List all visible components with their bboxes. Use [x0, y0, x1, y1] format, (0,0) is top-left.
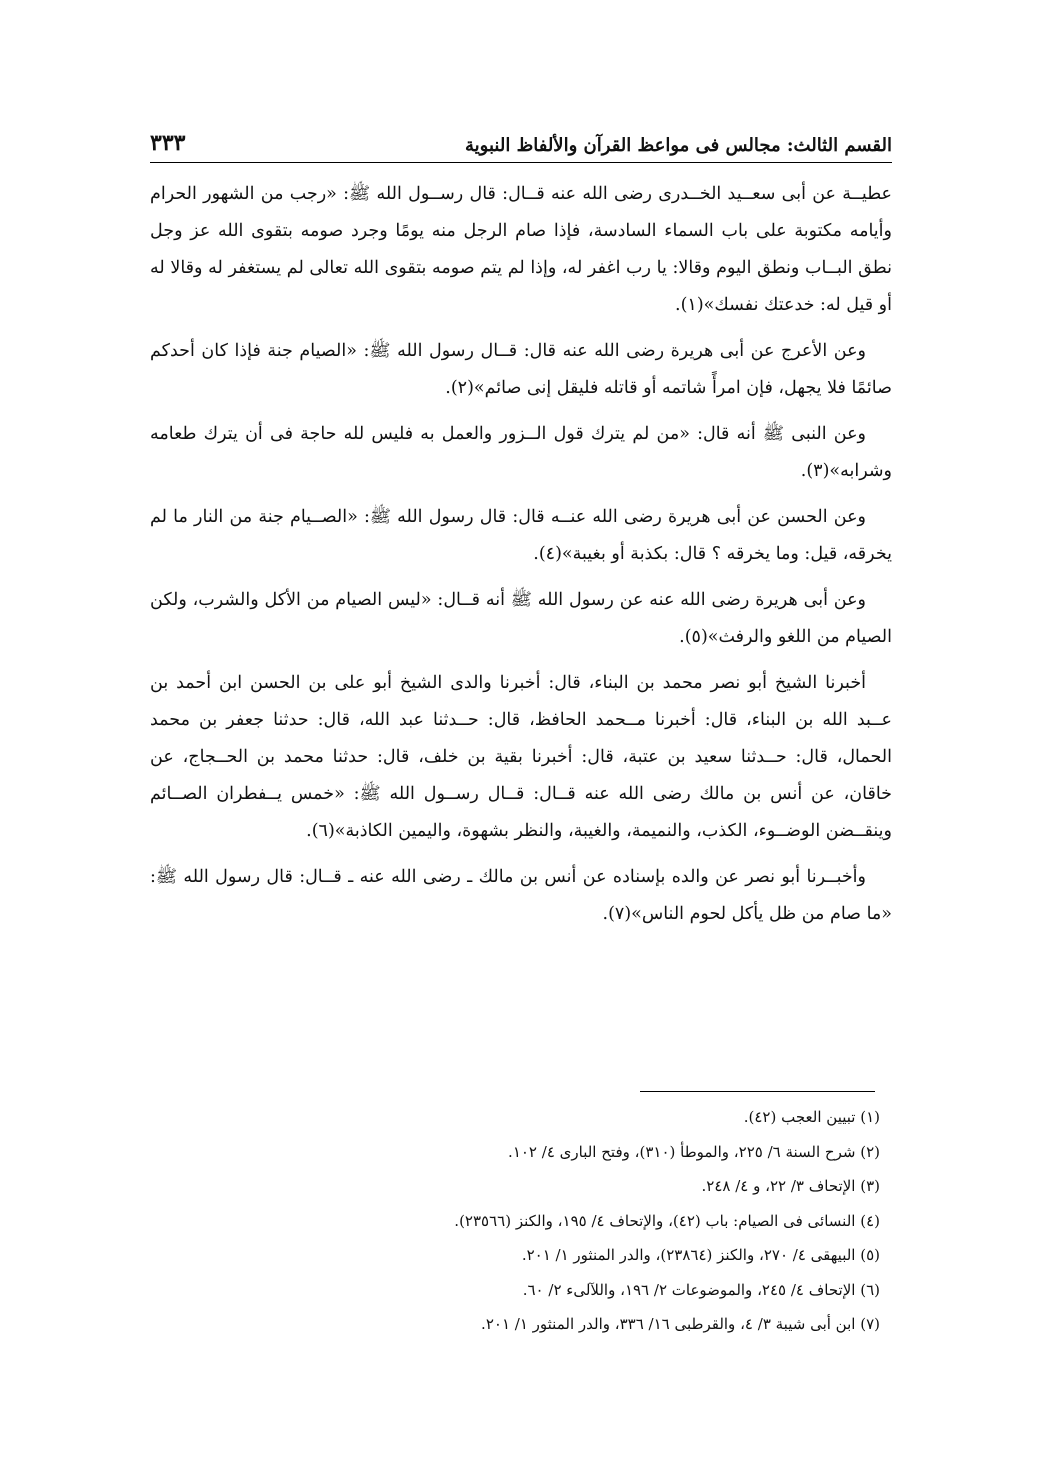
paragraph-5: وعن أبى هريرة رضى الله عنه عن رسول الله ﷺ أنه قــال: «ليس الصيام من الأكل والشرب، ولكن الصيام من اللغو والرفث»(٥). [150, 590, 892, 647]
footnote-7: (٧) ابن أبى شيبة ٣/ ٤، والقرطبى ١٦/ ٣٣٦، والدر المنثور ١/ ٢٠١. [481, 1315, 880, 1333]
paragraph-2: وعن الأعرج عن أبى هريرة رضى الله عنه قال: قــال رسول الله ﷺ: «الصيام جنة فإذا كان أحدكم صائمًا فلا يجهل، فإن امرأً شاتمه أو قاتله فليقل إنى صائم»(٢). [150, 341, 892, 398]
footnote-5: (٥) البيهقى ٤/ ٢٧٠، والكنز (٢٣٨٦٤)، والدر المنثور ١/ ٢٠١. [521, 1246, 880, 1264]
header-divider [150, 162, 892, 163]
paragraph-4: وعن الحسن عن أبى هريرة رضى الله عنــه قال: قال رسول الله ﷺ: «الصــيام جنة من النار ما لم يخرقه، قيل: وما يخرقه ؟ قال: بكذبة أو بغيبة»(٤). [150, 507, 892, 564]
footnotes [300, 1100, 880, 1342]
running-header [150, 122, 892, 156]
main-text [150, 176, 892, 942]
footnote-3: (٣) الإتحاف ٣/ ٢٢، و ٤/ ٢٤٨. [701, 1177, 880, 1195]
paragraph-3: وعن النبى ﷺ أنه قال: «من لم يترك قول الــزور والعمل به فليس لله حاجة فى أن يترك طعامه وشرابه»(٣). [150, 424, 892, 481]
paragraph-6: أخبرنا الشيخ أبو نصر محمد بن البناء، قال: أخبرنا والدى الشيخ أبو على بن الحسن ابن أحمد بن عــبد الله بن البناء، قال: أخبرنا مــحمد الحافظ، قال: حــدثنا عبد الله، قال: حدثنا جعفر بن محمد الحمال، قال: حــدثنا سعيد بن عتبة، قال: أخبرنا بقية بن خلف، قال: حدثنا محمد بن الحــجاج، عن خاقان، عن أنس بن مالك رضى الله عنه قــال: قــال رســول الله ﷺ: «خمس يــفطران الصــائم وينقــضن الوضــوء، الكذب، والنميمة، والغيبة، والنظر بشهوة، واليمين الكاذبة»(٦). [150, 673, 892, 841]
footnote-1: (١) تبيين العجب (٤٢). [743, 1108, 880, 1126]
footnote-2: (٢) شرح السنة ٦/ ٢٢٥، والموطأ (٣١٠)، وفتح البارى ٤/ ١٠٢. [508, 1142, 880, 1161]
section-title: القسم الثالث: مجالس فى مواعظ القرآن والألفاظ النبوية [465, 135, 892, 156]
page-number: ٣٣٣ [150, 130, 186, 156]
footnote-6: (٦) الإتحاف ٤/ ٢٤٥، والموضوعات ٢/ ١٩٦، واللآلىء ٢/ ٦٠. [522, 1280, 880, 1299]
footnote-divider [640, 1091, 875, 1092]
footnote-4: (٤) النسائى فى الصيام: باب (٤٢)، والإتحاف ٤/ ١٩٥، والكنز (٢٣٥٦٦). [454, 1211, 880, 1230]
paragraph-7: وأخبــرنا أبو نصر عن والده بإسناده عن أنس بن مالك ـ رضى الله عنه ـ قــال: قال رسول الله ﷺ: «ما صام من ظل يأكل لحوم الناس»(٧). [150, 867, 892, 924]
paragraph-1: عطيــة عن أبى سعــيد الخــدرى رضى الله عنه قــال: قال رســول الله ﷺ: «رجب من الشهور الحرام وأيامه مكتوبة على باب السماء السادسة، فإذا صام الرجل منه يومًا وجرد صومه بتقوى الله عز وجل نطق البــاب ونطق اليوم وقالا: يا رب اغفر له، وإذا لم يتم صومه بتقوى الله تعالى لم يستغفر له وقالا له أو قيل له: خدعتك نفسك»(١). [150, 184, 892, 315]
